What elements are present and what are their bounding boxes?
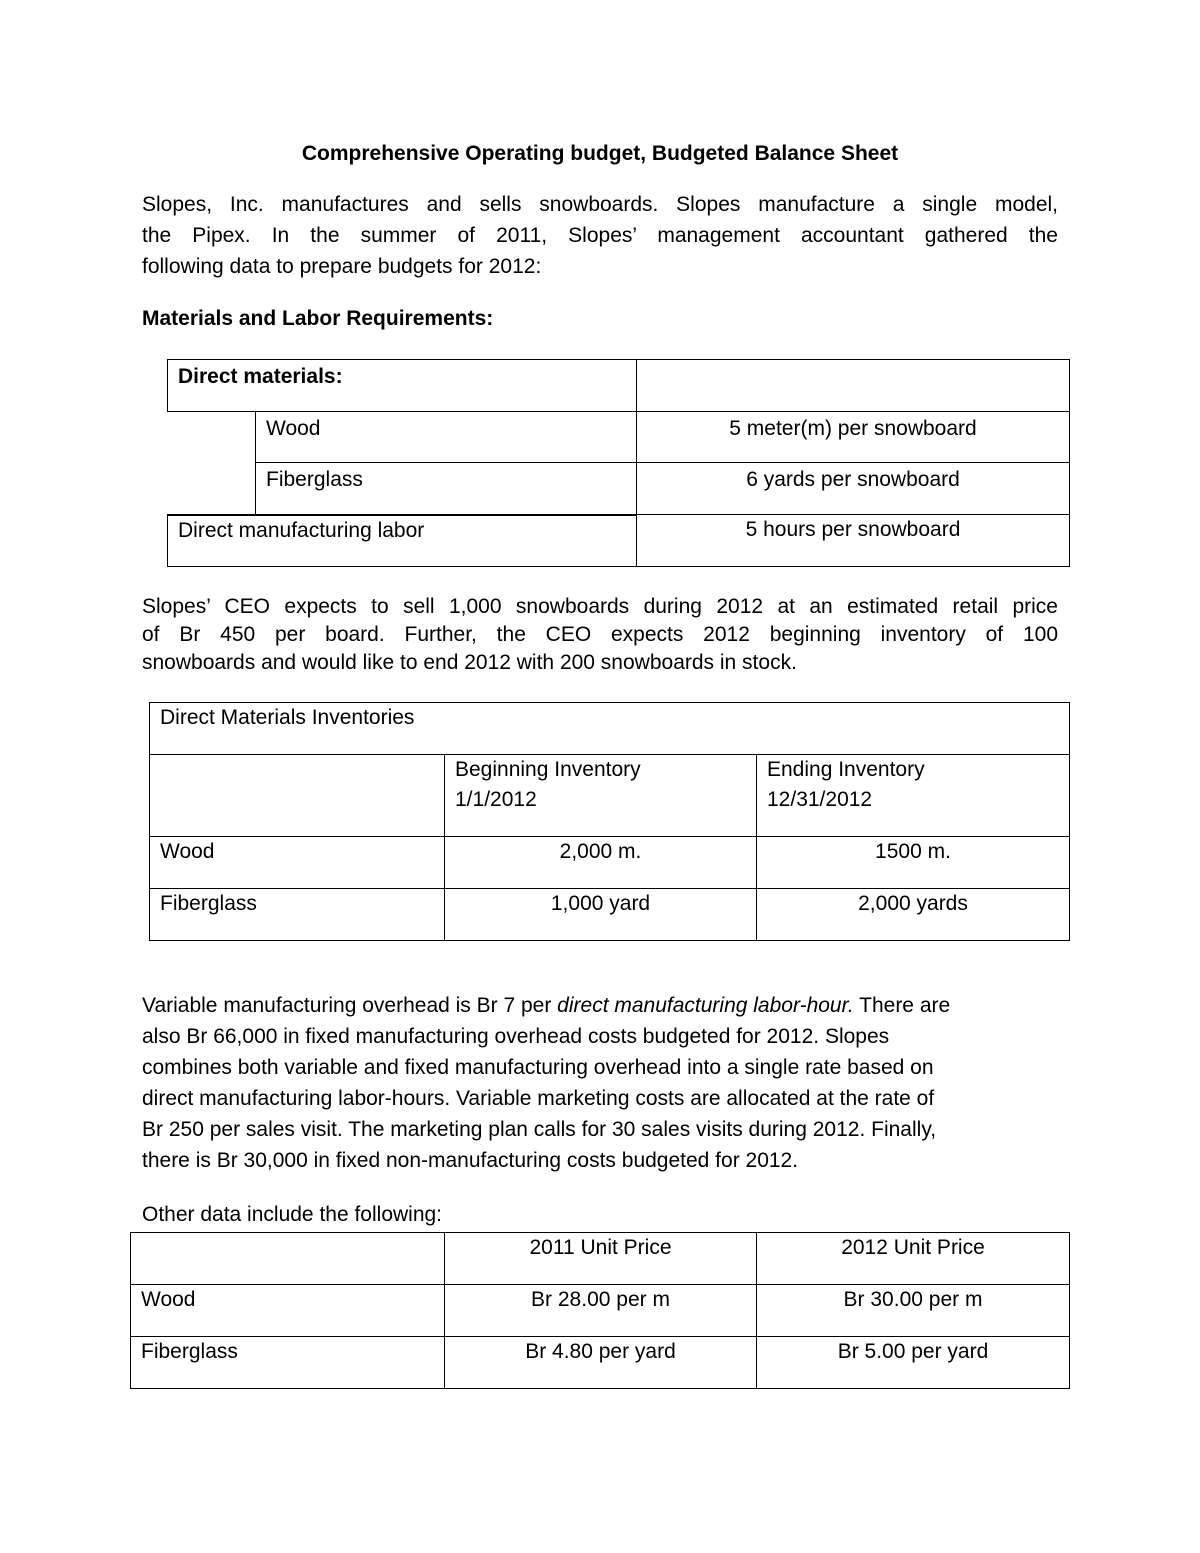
intro-line: the Pipex. In the summer of 2011, Slopes’ management accountant gathered the	[142, 224, 1058, 247]
requirements-row-value: 5 meter(m) per snowboard	[636, 411, 1070, 463]
inventory-table	[149, 702, 1070, 941]
requirements-header-cell: Direct materials:	[167, 359, 637, 412]
overhead-line: there is Br 30,000 in fixed non-manufacturing costs budgeted for 2012.	[142, 1149, 799, 1172]
inventory-header-empty-cell	[149, 754, 445, 837]
sales-line: of Br 450 per board. Further, the CEO expects 2012 beginning inventory of 100	[142, 623, 1058, 646]
overhead-line: also Br 66,000 in fixed manufacturing overhead costs budgeted for 2012. Slopes	[142, 1025, 890, 1048]
intro-paragraph	[142, 189, 1058, 282]
inventory-row-label: Fiberglass	[149, 888, 445, 941]
section-heading: Materials and Labor Requirements:	[142, 307, 494, 330]
sales-line: snowboards and would like to end 2012 with 200 snowboards in stock.	[142, 651, 797, 674]
price-row-2012: Br 5.00 per yard	[756, 1336, 1070, 1389]
inventory-row-end: 2,000 yards	[756, 888, 1070, 941]
inventory-row-begin: 2,000 m.	[444, 836, 757, 889]
overhead-line: combines both variable and fixed manufacturing overhead into a single rate based on	[142, 1056, 934, 1079]
sales-line: Slopes’ CEO expects to sell 1,000 snowboards during 2012 at an estimated retail price	[142, 595, 1058, 618]
overhead-line-text: There are	[853, 994, 951, 1017]
price-row-2011: Br 28.00 per m	[444, 1284, 757, 1337]
inventory-header-begin	[444, 754, 757, 837]
overhead-line: Br 250 per sales visit. The marketing plan calls for 30 sales visits during 2012. Finally,	[142, 1118, 937, 1141]
price-row-2011: Br 4.80 per yard	[444, 1336, 757, 1389]
inventory-header-end-line1: Ending Inventory	[767, 758, 925, 781]
overhead-line: direct manufacturing labor-hours. Variable marketing costs are allocated at the rate of	[142, 1087, 935, 1110]
inventory-header-begin-line1: Beginning Inventory	[455, 758, 641, 781]
inventory-row-begin: 1,000 yard	[444, 888, 757, 941]
overhead-line	[142, 990, 1058, 1021]
requirements-row-label: Direct manufacturing labor	[167, 514, 637, 567]
inventory-header-end	[756, 754, 1070, 837]
sales-paragraph	[142, 593, 1058, 677]
price-row-label: Fiberglass	[130, 1336, 445, 1389]
price-header-2012: 2012 Unit Price	[756, 1232, 1070, 1285]
requirements-row-value: 5 hours per snowboard	[636, 514, 1070, 567]
inventory-header-end-line2: 12/31/2012	[767, 788, 873, 811]
document-title: Comprehensive Operating budget, Budgeted Balance Sheet	[301, 142, 899, 165]
inventory-header-begin-line2: 1/1/2012	[455, 788, 537, 811]
overhead-paragraph	[142, 990, 1058, 1176]
requirements-header-empty-cell	[636, 359, 1070, 412]
inventory-title-cell: Direct Materials Inventories	[149, 702, 1070, 755]
price-header-empty-cell	[130, 1232, 445, 1285]
overhead-line-text: Variable manufacturing overhead is Br 7 per	[142, 994, 558, 1017]
intro-line: Slopes, Inc. manufactures and sells snowboards. Slopes manufacture a single model,	[142, 193, 1058, 216]
requirements-row-value: 6 yards per snowboard	[636, 462, 1070, 515]
other-data-label: Other data include the following:	[142, 1203, 443, 1226]
price-header-2011: 2011 Unit Price	[444, 1232, 757, 1285]
inventory-row-end: 1500 m.	[756, 836, 1070, 889]
price-row-label: Wood	[130, 1284, 445, 1337]
requirements-row-label: Fiberglass	[255, 462, 637, 515]
requirements-row-label: Wood	[255, 411, 637, 463]
requirements-table	[167, 359, 1070, 567]
intro-line: following data to prepare budgets for 2012:	[142, 255, 542, 278]
price-table	[130, 1232, 1070, 1389]
inventory-row-label: Wood	[149, 836, 445, 889]
overhead-line-italic: direct manufacturing labor-hour.	[557, 994, 854, 1017]
price-row-2012: Br 30.00 per m	[756, 1284, 1070, 1337]
